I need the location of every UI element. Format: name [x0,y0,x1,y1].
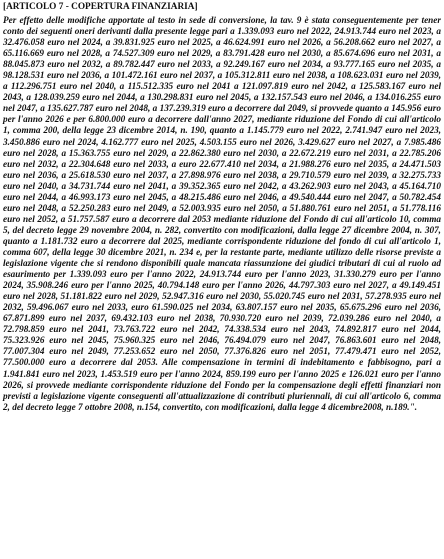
article-body-paragraph: Per effetto delle modifiche apportate al testo in sede di conversione, la tav. 9 è stata conseguentemente per tener conto dei seguenti oneri derivanti dalla presente legge pari a 1.339.093 euro nel 2022, 24.913.744 euro nel 2023, a 32.476.058 euro nel 2024, a 39.831.925 euro nel 2025, a 46.624.991 euro nel 2026, a 56.208.662 euro nel 2027, a 65.116.669 euro nel 2028, a 74.527.309 euro nel 2029, a 83.791.428 euro nel 2030, a 85.674.696 euro nel 2031, a 88.045.873 euro nel 2032, a 89.782.447 euro nel 2033, a 92.249.167 euro nel 2034, a 93.777.165 euro nel 2035, a 98.128.531 euro nel 2036, a 101.472.161 euro nel 2037, a 105.312.811 euro nel 2038, a 108.623.031 euro nel 2039, a 112.296.751 euro nel 2040, a 115.512.335 euro nel 2041 a 121.097.819 euro nel 2042, a 125.583.167 euro nel 2043, a 128.039.259 euro nel 2044, a 130.298.831 euro nel 2045, a 132.157.543 euro nel 2046, a 134.016.255 euro nel 2047, a 135.627.787 euro nel 2048, a 137.239.319 euro a decorrere dal 2049, si provvede quanto a 145.956 euro per l'anno 2026 e per 6.800.000 euro a decorrere dall'anno 2027, mediante riduzione del Fondo di cui all'articolo 1, comma 200, della legge 23 dicembre 2014, n. 190, quanto a 1.145.779 euro nel 2022, 2.741.947 euro nel 2023, 3.450.886 euro nel 2024, 4.162.777 euro nel 2025, 4.503.155 euro nel 2026, 3.429.627 euro nel 2027, a 7.985.486 euro nel 2028, a 15.363.755 euro nel 2029, a 22.862.380 euro nel 2030, a 22.672.219 euro nel 2031, a 22.785.206 euro nel 2032, a 22.304.648 euro nel 2033, a euro 22.677.410 nel 2034, a 21.988.276 euro nel 2035, a 24.471.503 euro nel 2036, a 25.618.530 euro nel 2037, a 27.898.976 euro nel 2038, a 29.710.579 euro nel 2039, a 32.275.733 euro nel 2040, a 34.731.744 euro nel 2041, a 39.352.365 euro nel 2042, a 43.262.903 euro nel 2043, a 45.164.710 euro nel 2044, a 46.993.173 euro nel 2045, a 48.215.486 euro nel 2046, a 49.540.444 euro nel 2047, a 50.782.454 euro nel 2048, a 52.250.283 euro nel 2049, a 52.003.935 euro nel 2050, a 51.880.761 euro nel 2051, a 51.778.116 euro nel 2052, a 51.757.587 euro a decorrere dal 2053 mediante riduzione del Fondo di cui all'articolo 10, comma 5, del decreto legge 29 novembre 2004, n. 282, convertito con modificazioni, dalla legge 27 dicembre 2004, n. 307, quanto a 1.181.732 euro a decorrere dal 2025, mediante corrispondente riduzione del fondo di cui all'articolo 1, comma 607, della legge 30 dicembre 2021, n. 234 e, per la restante parte, mediante utilizzo delle risorse previste a legislazione vigente che si rendono disponibili quale mancata riassunzione dei giudici tributari di cui al ruolo ad esaurimento per 1.339.093 euro per l'anno 2022, 24.913.744 euro per l'anno 2023, 31.330.279 euro per l'anno 2024, 35.908.246 euro per l'anno 2025, 40.794.148 euro per l'anno 2026, 44.797.303 euro nel 2027, a 49.149.451 euro nel 2028, 51.181.822 euro nel 2029, 52.947.316 euro nel 2030, 55.020.745 euro nel 2031, 57.278.935 euro nel 2032, 59.496.067 euro nel 2033, euro 61.590.025 nel 2034, 63.807.157 euro nel 2035, 65.675.296 euro nel 2036, 67.871.899 euro nel 2037, 69.432.103 euro nel 2038, 70.930.720 euro nel 2039, 72.039.286 euro nel 2040, a 72.798.859 euro nel 2041, 73.763.722 euro nel 2042, 74.338.534 euro nel 2043, 74.892.817 euro nel 2044, 75.323.926 euro nel 2045, 75.960.325 euro nel 2046, 76.494.079 euro nel 2047, 76.863.601 euro nel 2048, 77.007.304 euro nel 2049, 77.253.652 euro nel 2050, 77.376.826 euro nel 2051, 77.479.471 euro nel 2052, 77.500.000 euro a decorrere dal 2053. Alle compensazione in termini di indebitamento e fabbisogno, pari a 1.941.841 euro nel 2023, 1.453.519 euro per l'anno 2024, 859.199 euro per l'anno 2025 e 126.021 euro per l'anno 2026, si provvede mediante corrispondente riduzione del Fondo per la compensazione degli effetti finanziari non previsti a legislazione vigente conseguenti all'attualizzazione di contributi pluriennali, di cui all'articolo 6, comma 2, del decreto legge 7 ottobre 2008, n.154, convertito, con modificazioni, dalla legge 4 dicembre2008, n.189.". [3,15,441,412]
article-heading: [ARTICOLO 7 - COPERTURA FINANZIARIA] [3,2,198,12]
